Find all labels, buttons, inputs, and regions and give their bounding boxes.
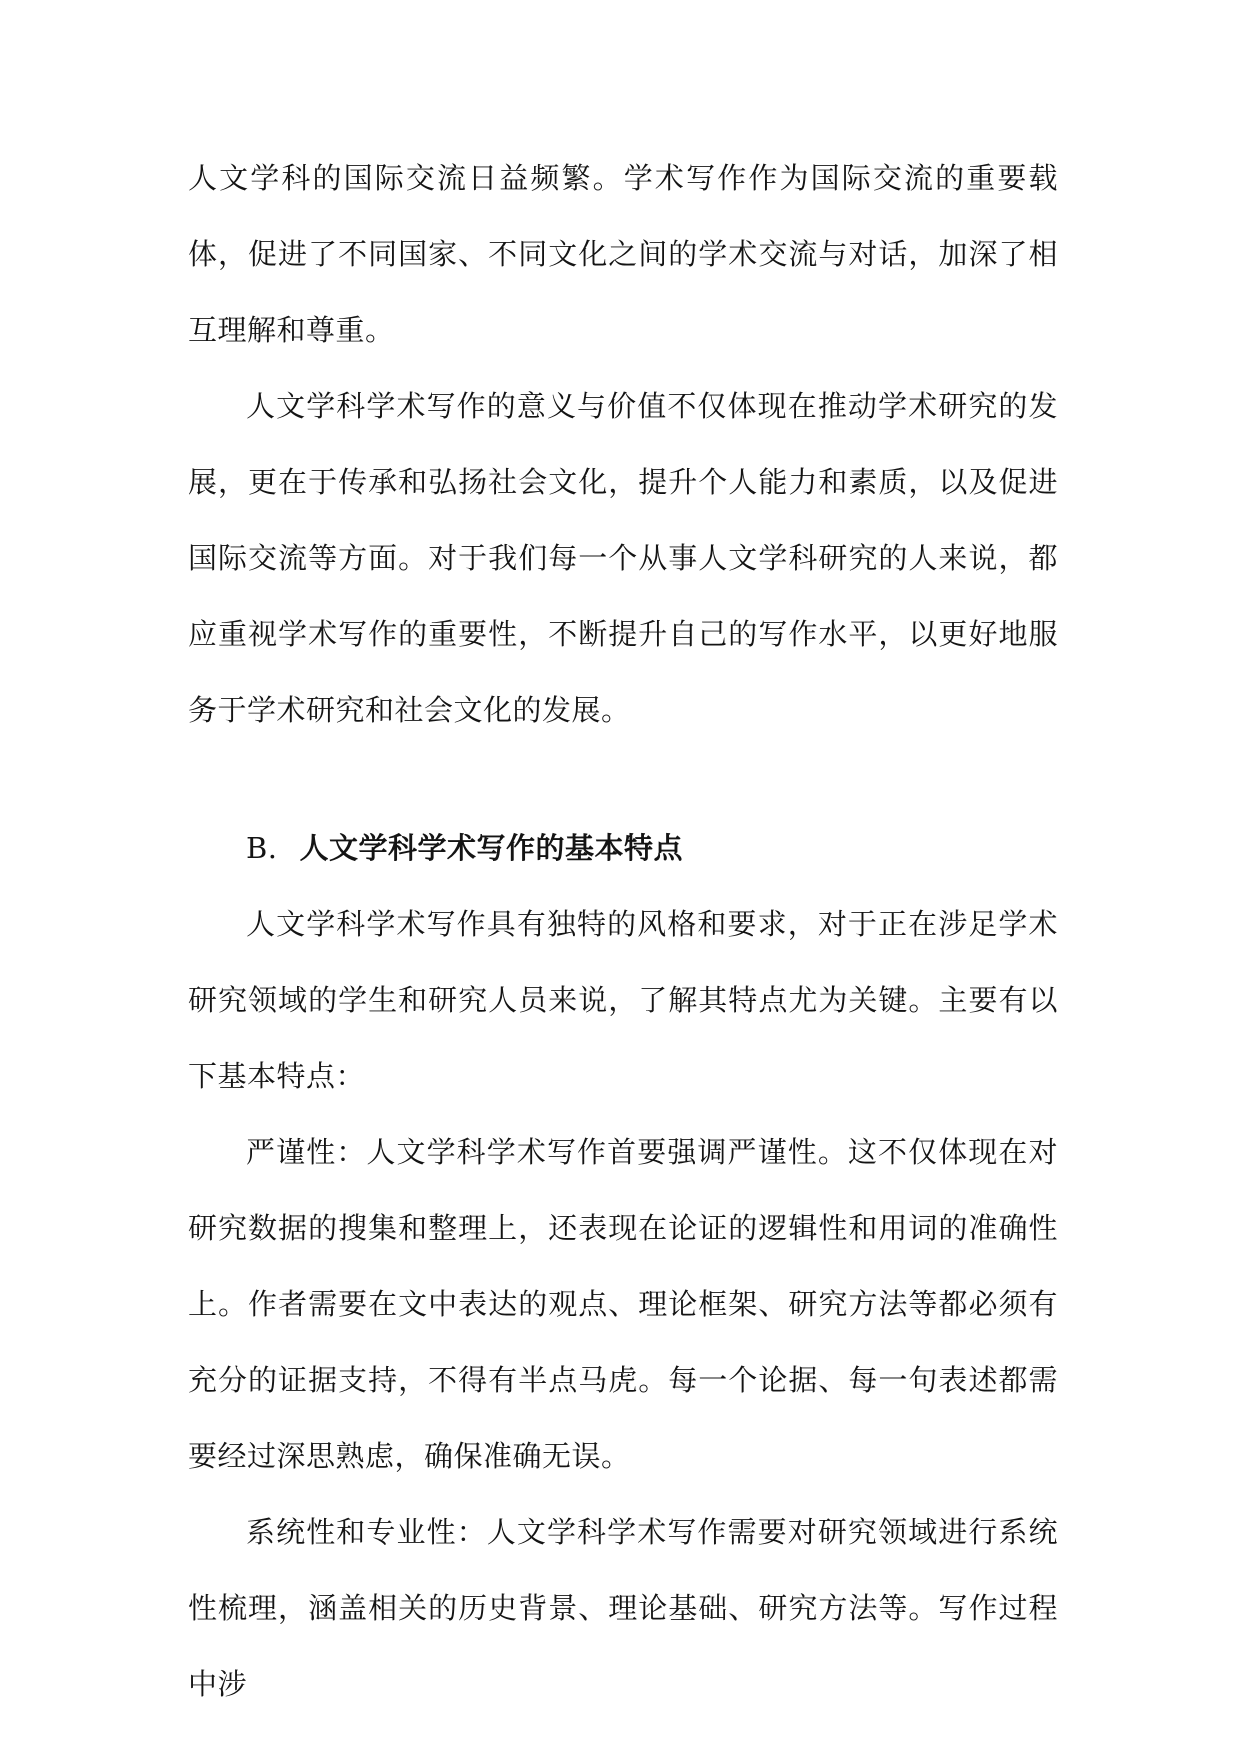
paragraph-continuation: 人文学科的国际交流日益频繁。学术写作作为国际交流的重要载体，促进了不同国家、不同文化之间的学术交流与对话，加深了相互理解和尊重。 xyxy=(188,161,1058,347)
section-number: B. xyxy=(246,831,278,865)
paragraph-rigor: 严谨性：人文学科学术写作首要强调严谨性。这不仅体现在对研究数据的搜集和整理上，还表现在论证的逻辑性和用词的准确性上。作者需要在文中表达的观点、理论框架、研究方法等都必须有充分的证据支持，不得有半点马虎。每一个论据、每一句表述都需要经过深思熟虑，确保准确无误。 xyxy=(188,1135,1058,1473)
paragraph-significance: 人文学科学术写作的意义与价值不仅体现在推动学术研究的发展，更在于传承和弘扬社会文化，提升个人能力和素质，以及促进国际交流等方面。对于我们每一个从事人文学科研究的人来说，都应重视学术写作的重要性，不断提升自己的写作水平，以更好地服务于学术研究和社会文化的发展。 xyxy=(188,389,1058,727)
document-body xyxy=(188,140,1058,1722)
section-heading xyxy=(188,810,1058,886)
paragraph-intro: 人文学科学术写作具有独特的风格和要求，对于正在涉足学术研究领域的学生和研究人员来说，了解其特点尤为关键。主要有以下基本特点： xyxy=(188,907,1058,1093)
paragraph-systematic: 系统性和专业性：人文学科学术写作需要对研究领域进行系统性梳理，涵盖相关的历史背景、理论基础、研究方法等。写作过程中涉 xyxy=(188,1515,1058,1701)
section-title: 人文学科学术写作的基本特点 xyxy=(299,831,684,865)
